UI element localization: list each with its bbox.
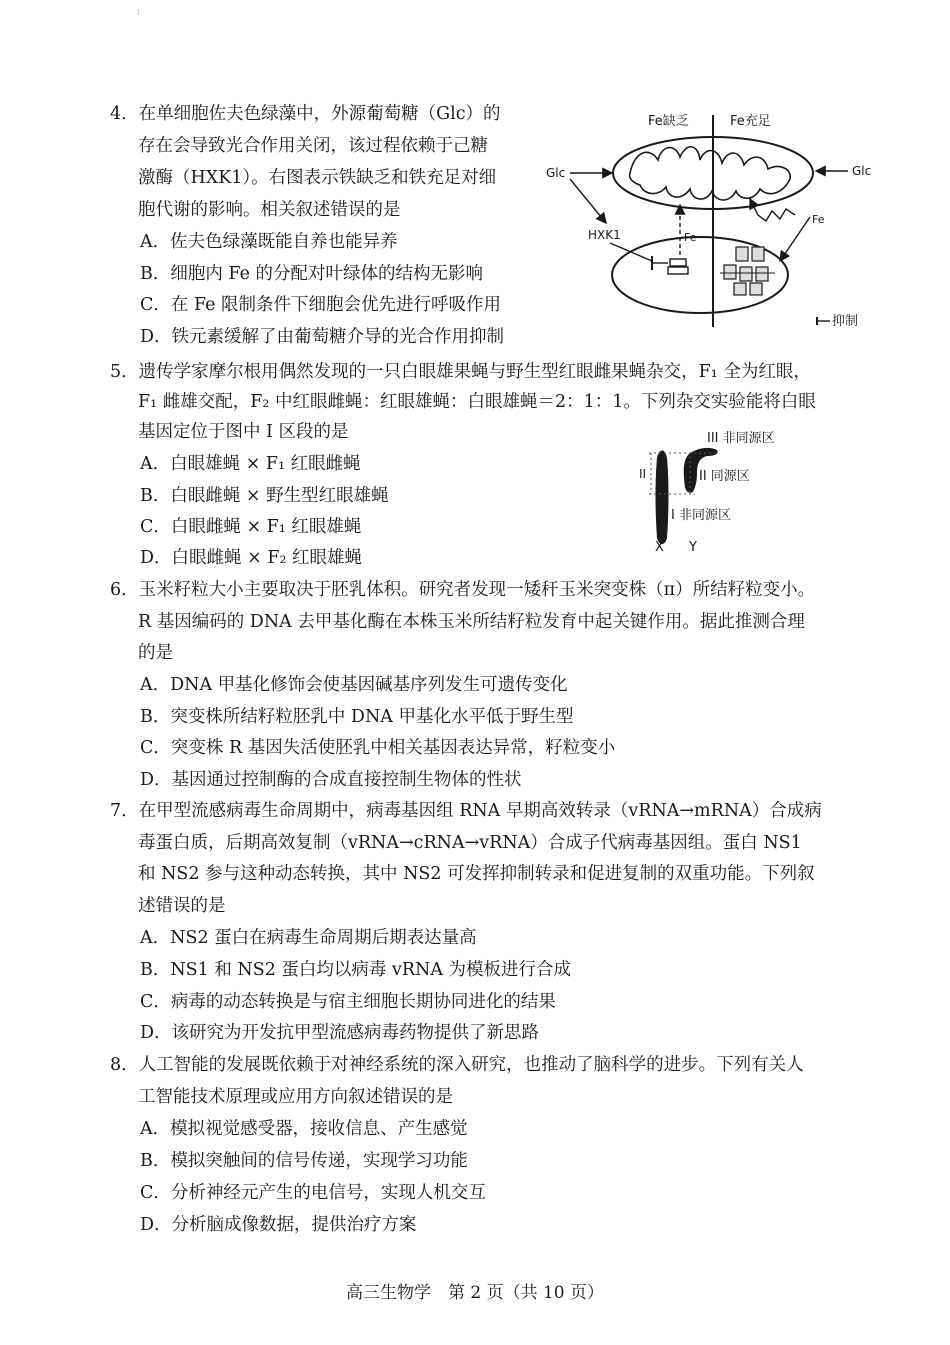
q8-stem-line-1: 8．人工智能的发展既依赖于对神经系统的深入研究，也推动了脑科学的进步。下列有关人 (110, 1055, 804, 1075)
q7-stem-line-1: 7．在甲型流感病毒生命周期中，病毒基因组 RNA 早期高效转录（vRNA→mRNA）合成病 (110, 801, 822, 821)
q6-option-d: D．基因通过控制酶的合成直接控制生物体的性状 (140, 770, 522, 790)
q5-option-a: A．白眼雄蝇 × F₁ 红眼雌蝇 (140, 454, 361, 474)
fe-right-arrow-2 (780, 217, 810, 261)
y-label: Y (689, 540, 697, 555)
q4-option-a: A．佐夫色绿藻既能自养也能异养 (140, 232, 398, 252)
thylakoid-membrane (630, 147, 791, 200)
q5-stem-line-3: 基因定位于图中 I 区段的是 (138, 422, 349, 442)
q6-stem-line-3: 的是 (138, 643, 173, 663)
complex-left-1 (670, 259, 686, 266)
q4-option-d: D．铁元素缓解了由葡萄糖介导的光合作用抑制 (140, 327, 505, 347)
q5-option-d: D．白眼雌蝇 × F₂ 红眼雄蝇 (140, 548, 363, 568)
q7-option-d: D．该研究为开发抗甲型流感病毒药物提供了新思路 (140, 1023, 540, 1043)
q8-option-c: C．分析神经元产生的电信号，实现人机交互 (140, 1183, 486, 1203)
q6-stem-line-2: R 基因编码的 DNA 去甲基化酶在本株玉米所结籽粒发育中起关键作用。据此推测合理 (138, 612, 805, 632)
x-label: X (655, 540, 664, 555)
glc-to-hxk1-arrow (570, 179, 606, 223)
q7-option-b: B．NS1 和 NS2 蛋白均以病毒 vRNA 为模板进行合成 (140, 960, 572, 980)
q5-option-b: B．白眼雌蝇 × 野生型红眼雄蝇 (140, 486, 389, 506)
q4-stem-line-2: 存在会导致光合作用关闭，该过程依赖于己糖 (138, 136, 488, 156)
q8-option-a: A．模拟视觉感受器，接收信息、产生感觉 (140, 1119, 468, 1139)
hxk1-label: HXK1 (588, 228, 621, 242)
page-footer: 高三生物学 第 2 页（共 10 页） (345, 1283, 605, 1303)
scan-mark: i (137, 8, 140, 17)
legend-inhibit-label: 抑制 (832, 314, 859, 329)
complexes-right (720, 247, 775, 295)
q6-option-a: A．DNA 甲基化修饰会使基因碱基序列发生可遗传变化 (140, 675, 568, 695)
q6-stem-line-1: 6．玉米籽粒大小主要取决于胚乳体积。研究者发现一矮秆玉米突变株（π）所结籽粒变小。 (110, 580, 816, 600)
q5-stem-line-2: F₁ 雌雄交配，F₂ 中红眼雌蝇：红眼雄蝇：白眼雄蝇＝2：1：1。下列杂交实验能将白眼 (138, 392, 816, 412)
region-3-label: III 非同源区 (707, 431, 775, 446)
fe-lack-label: Fe缺乏 (648, 114, 689, 129)
q4-option-b: B．细胞内 Fe 的分配对叶绿体的结构无影响 (140, 264, 484, 284)
q4-option-c: C．在 Fe 限制条件下细胞会优先进行呼吸作用 (140, 295, 502, 315)
q4-stem-line-3: 激酶（HXK1）。右图表示铁缺乏和铁充足对细 (138, 168, 497, 188)
q7-option-a: A．NS2 蛋白在病毒生命周期后期表达量高 (140, 928, 477, 948)
fe-left-label: Fe (684, 231, 697, 244)
x-chromosome (656, 451, 669, 545)
q7-stem-line-2: 毒蛋白质，后期高效复制（vRNA→cRNA→vRNA）合成子代病毒基因组。蛋白 NS1 (138, 833, 802, 853)
q6-option-b: B．突变株所结籽粒胚乳中 DNA 甲基化水平低于野生型 (140, 707, 574, 727)
complex-left-2 (668, 267, 688, 274)
q8-option-b: B．模拟突触间的信号传递，实现学习功能 (140, 1151, 468, 1171)
ii-mark: II (639, 467, 647, 481)
region-1-label: I 非同源区 (671, 508, 731, 523)
q6-option-c: C．突变株 R 基因失活使胚乳中相关基因表达异常，籽粒变小 (140, 738, 616, 758)
region-2-label: II 同源区 (699, 469, 750, 484)
q4-stem-line-1: 4．在单细胞佐夫色绿藻中，外源葡萄糖（Glc）的 (110, 104, 501, 124)
q4-cell-figure (540, 105, 880, 330)
q8-option-d: D．分析脑成像数据，提供治疗方案 (140, 1215, 417, 1235)
q5-chromosome-figure (635, 420, 815, 560)
q4-stem-line-4: 胞代谢的影响。相关叙述错误的是 (138, 200, 401, 220)
q5-option-c: C．白眼雌蝇 × F₁ 红眼雄蝇 (140, 517, 362, 537)
q8-stem-line-2: 工智能技术原理或应用方向叙述错误的是 (138, 1087, 453, 1107)
q7-stem-line-4: 述错误的是 (138, 896, 226, 916)
fe-right-label: Fe (812, 213, 825, 226)
glc-left-label: Glc (546, 166, 566, 180)
q7-option-c: C．病毒的动态转换是与宿主细胞长期协同进化的结果 (140, 992, 556, 1012)
q5-stem-line-1: 5．遗传学家摩尔根用偶然发现的一只白眼雄果蝇与野生型红眼雌果蝇杂交，F₁ 全为红眼， (110, 362, 811, 382)
glc-right-label: Glc (852, 164, 872, 178)
fe-enough-label: Fe充足 (730, 114, 771, 129)
q7-stem-line-3: 和 NS2 参与这种动态转换，其中 NS2 可发挥抑制转录和促进复制的双重功能。下列叙 (138, 864, 815, 884)
